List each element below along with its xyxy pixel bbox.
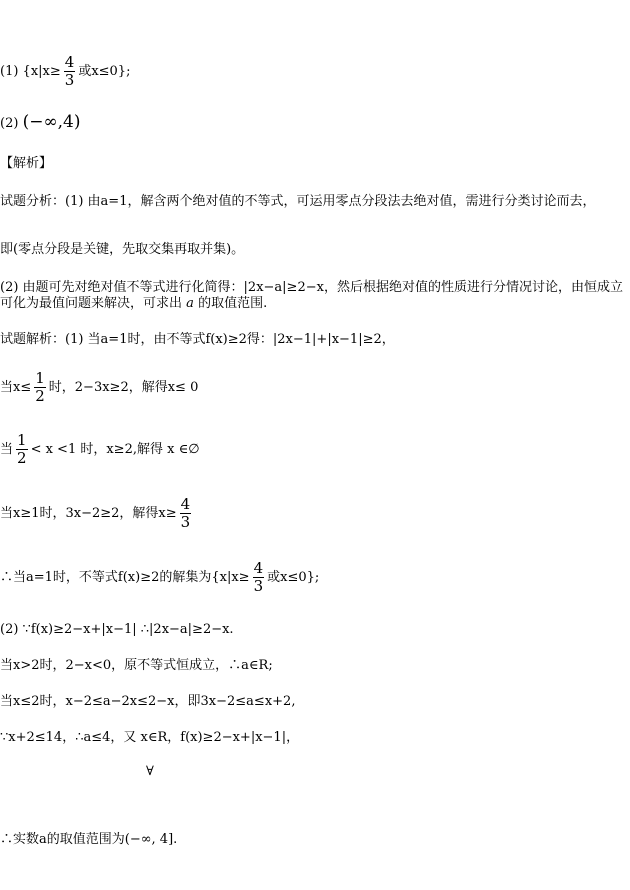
answer-2-interval: (−∞,4) bbox=[22, 112, 81, 132]
analysis-line-3a: (2) 由题可先对绝对值不等式进行化简得：|2x−a|≥2−x，然后根据绝对值的性质进行分情况讨论，由恒成立可化为最值问题来解决，可求出 bbox=[0, 280, 623, 311]
fraction-numerator: 1 bbox=[17, 431, 27, 449]
answer-2 bbox=[0, 114, 80, 132]
answer-1-fraction bbox=[64, 54, 76, 89]
fraction-numerator: 4 bbox=[64, 53, 75, 71]
analysis-line-3b: 的取值范围. bbox=[198, 296, 268, 311]
analysis-line-2: 即(零点分段是关键，先取交集再取并集)。 bbox=[0, 242, 245, 257]
case-3-prefix: 当x≥1时，3x−2≥2，解得x≥ bbox=[0, 506, 177, 521]
part-2-intro: (2) ∵f(x)≥2−x+|x−1| ∴|2x−a|≥2−x. bbox=[0, 622, 234, 637]
case-1-prefix: 当x≤ bbox=[0, 380, 32, 395]
fraction-denominator: 3 bbox=[64, 71, 75, 89]
case-1-fraction bbox=[34, 370, 46, 405]
conclusion-1-prefix: ∴当a=1时，不等式f(x)≥2的解集为{x|x≥ bbox=[0, 570, 250, 585]
case-2-suffix: < x <1 时，x≥2,解得 x ∈∅ bbox=[30, 442, 200, 457]
analysis-line-1: 试题分析：(1) 由a=1，解含两个绝对值的不等式，可运用零点分段法去绝对值，需进行分类讨论而去， bbox=[0, 194, 596, 209]
case-3-fraction bbox=[180, 496, 192, 531]
case-2-fraction bbox=[16, 432, 28, 467]
answer-1 bbox=[0, 54, 130, 89]
part-2-case-1: 当x>2时，2−x<0，原不等式恒成立，∴a∈R; bbox=[0, 658, 273, 673]
fraction-numerator: 4 bbox=[180, 495, 191, 513]
forall-symbol: ∀ bbox=[146, 764, 154, 779]
fraction-denominator: 3 bbox=[253, 577, 264, 595]
solution-conclusion-1 bbox=[0, 560, 319, 595]
part-2-case-2: 当x≤2时，x−2≤a−2x≤2−x，即3x−2≤a≤x+2, bbox=[0, 694, 296, 709]
conclusion-1-fraction bbox=[253, 560, 265, 595]
fraction-denominator: 2 bbox=[17, 449, 27, 467]
fraction-numerator: 4 bbox=[253, 559, 264, 577]
solution-intro: 试题解析：(1) 当a=1时，由不等式f(x)≥2得：|2x−1|+|x−1|≥2， bbox=[0, 332, 395, 347]
answer-1-suffix: 或x≤0}; bbox=[78, 64, 131, 79]
analysis-line-3 bbox=[0, 280, 628, 312]
fraction-numerator: 1 bbox=[35, 369, 45, 387]
fraction-denominator: 3 bbox=[180, 513, 191, 531]
case-1-suffix: 时，2−3x≥2，解得x≤ 0 bbox=[48, 380, 199, 395]
variable-a: a bbox=[186, 296, 194, 311]
answer-2-prefix: (2) bbox=[0, 116, 19, 131]
final-answer: ∴实数a的取值范围为(−∞, 4]. bbox=[0, 832, 178, 847]
solution-case-2 bbox=[0, 432, 200, 467]
case-2-prefix: 当 bbox=[0, 442, 14, 457]
solution-case-1 bbox=[0, 370, 198, 405]
section-title: 【解析】 bbox=[0, 156, 53, 171]
fraction-denominator: 2 bbox=[35, 387, 45, 405]
solution-case-3 bbox=[0, 496, 194, 531]
conclusion-1-suffix: 或x≤0}; bbox=[267, 570, 320, 585]
answer-1-prefix: (1) {x|x≥ bbox=[0, 64, 61, 79]
part-2-bound: ∵x+2≤14，∴a≤4，又 x∈R，f(x)≥2−x+|x−1|， bbox=[0, 730, 300, 745]
